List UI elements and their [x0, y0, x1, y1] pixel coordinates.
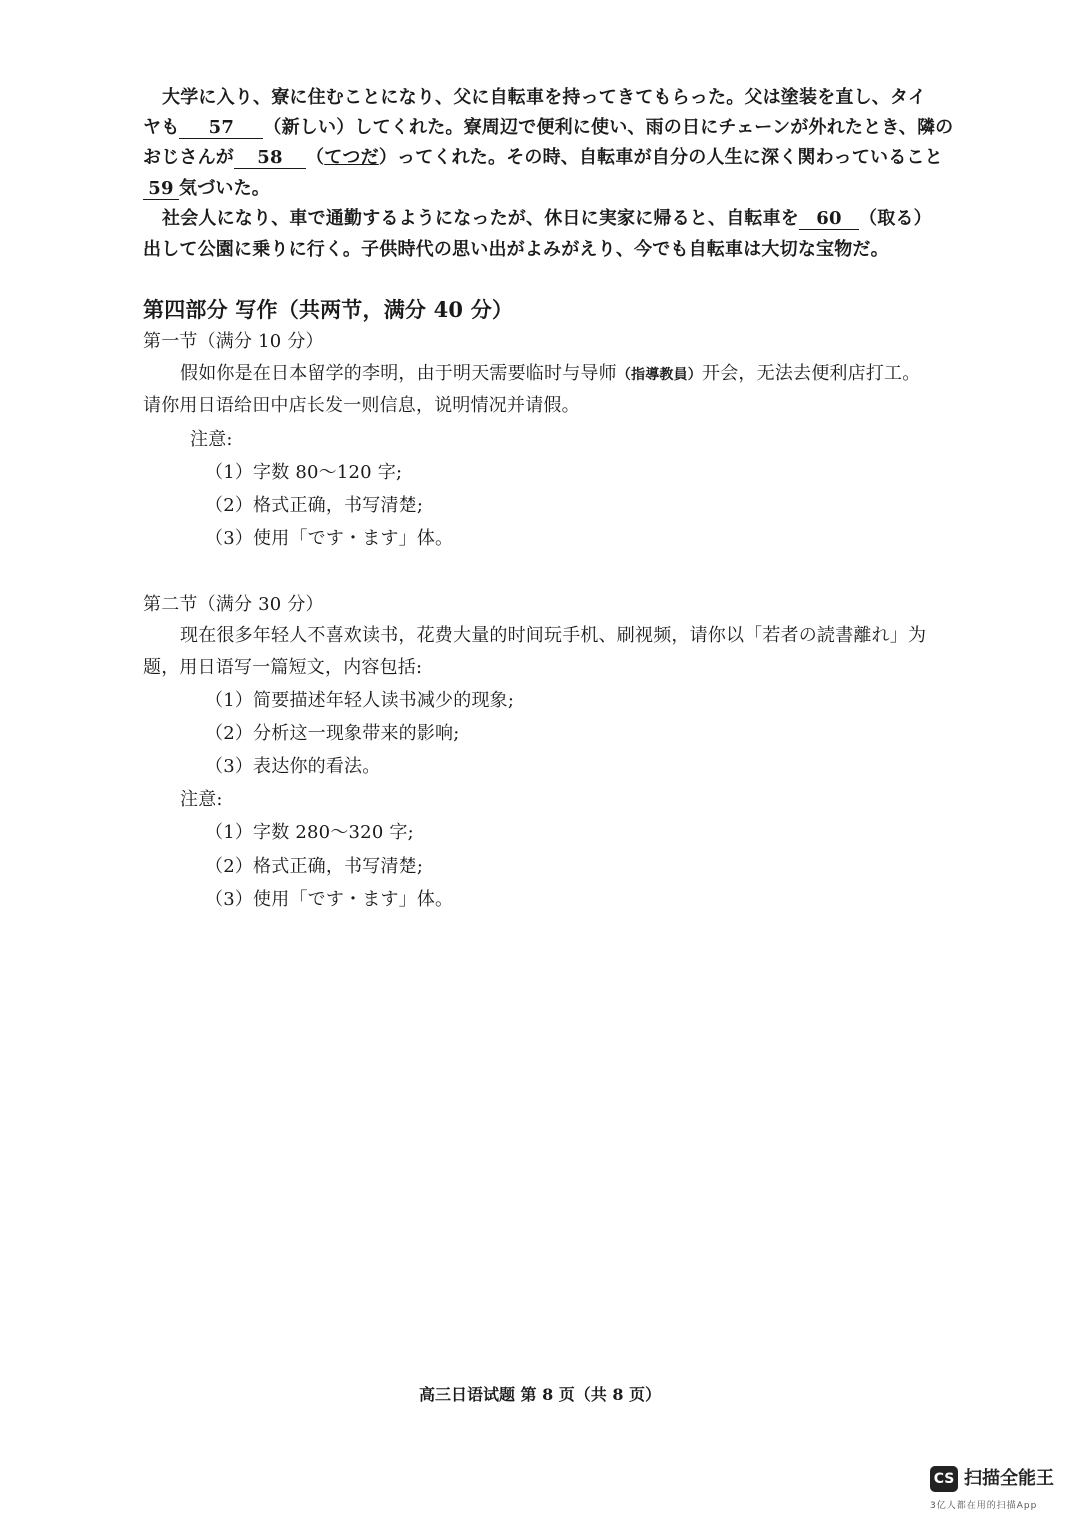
section1-note: （指導教員） — [616, 367, 703, 383]
section2-content-item: （2）分析这一现象带来的影响; — [205, 723, 460, 744]
watermark-tagline: 3亿人都在用的扫描App — [930, 1501, 1038, 1511]
blank-60: 60 — [799, 209, 859, 230]
page-footer: 高三日语试题 第 8 页（共 8 页） — [418, 1385, 662, 1404]
section1-body-line-1 — [180, 362, 920, 387]
passage-text: 社会人になり、車で通勤するようになったが、休日に実家に帰ると、自転車を — [162, 208, 799, 229]
section2-note-item: （1）字数 280～320 字; — [205, 822, 414, 843]
section1-note-item: （3）使用「です・ます」体。 — [205, 528, 454, 549]
watermark-name: 扫描全能王 — [964, 1468, 1054, 1489]
blank-57: 57 — [179, 118, 263, 139]
section1-notes-label: 注意: — [190, 429, 233, 450]
blank-58: 58 — [234, 148, 306, 169]
section2-title: 第二节（满分 30 分） — [143, 594, 324, 615]
cs-logo-icon: CS — [930, 1466, 958, 1492]
section2-note-item: （3）使用「です・ます」体。 — [205, 889, 454, 910]
section2-content-item: （3）表达你的看法。 — [205, 756, 381, 777]
passage-text: おじさんが — [143, 147, 234, 168]
passage-text: ）ってくれた。その時、自転車が自分の人生に深く関わっていること — [378, 147, 943, 168]
passage-line-4 — [143, 177, 270, 201]
passage-line-5 — [162, 207, 932, 231]
passage-line-2 — [143, 116, 953, 140]
section1-body-line-2: 请你用日语给田中店长发一则信息，说明情况并请假。 — [143, 395, 580, 416]
section2-note-item: （2）格式正确，书写清楚; — [205, 856, 424, 877]
passage-line-6 — [143, 238, 889, 262]
scanner-watermark — [930, 1466, 1056, 1514]
passage-text: ヤも — [143, 117, 180, 138]
blank-59: 59 — [143, 179, 179, 200]
passage-line-3 — [143, 146, 943, 170]
section2-notes-label: 注意: — [180, 789, 223, 810]
section1-note-item: （1）字数 80～120 字; — [205, 462, 403, 483]
section1-text: 假如你是在日本留学的李明，由于明天需要临时与导师 — [180, 363, 617, 384]
passage-text: 大学に入り、寮に住むことになり、父に自転車を持ってきてもらった。父は塗装を直し、タイ — [162, 87, 927, 108]
passage-text: （取る） — [859, 208, 932, 229]
passage-text: （新しい）してくれた。寮周辺で便利に使い、雨の日にチェーンが外れたとき、隣の — [263, 117, 954, 138]
section1-note-item: （2）格式正确，书写清楚; — [205, 495, 424, 516]
section2-body-line-2: 题，用日语写一篇短文，内容包括: — [143, 657, 423, 678]
passage-text: （ — [306, 147, 325, 168]
section1-title: 第一节（满分 10 分） — [143, 331, 324, 352]
passage-text: 出して公園に乗りに行く。子供時代の思い出がよみがえり、今でも自転車は大切な宝物だ。 — [143, 239, 889, 260]
part4-heading: 第四部分 写作（共两节，满分 40 分） — [143, 297, 514, 322]
passage-text: 気づいた。 — [179, 178, 270, 199]
underlined-word: てつだ — [324, 147, 379, 168]
passage-line-1 — [162, 86, 926, 110]
section1-text: 开会，无法去便利店打工。 — [702, 363, 921, 384]
section2-content-item: （1）简要描述年轻人读书减少的现象; — [205, 690, 515, 711]
section2-body-line-1: 现在很多年轻人不喜欢读书，花费大量的时间玩手机、刷视频，请你以「若者の読書離れ」为 — [180, 625, 927, 646]
